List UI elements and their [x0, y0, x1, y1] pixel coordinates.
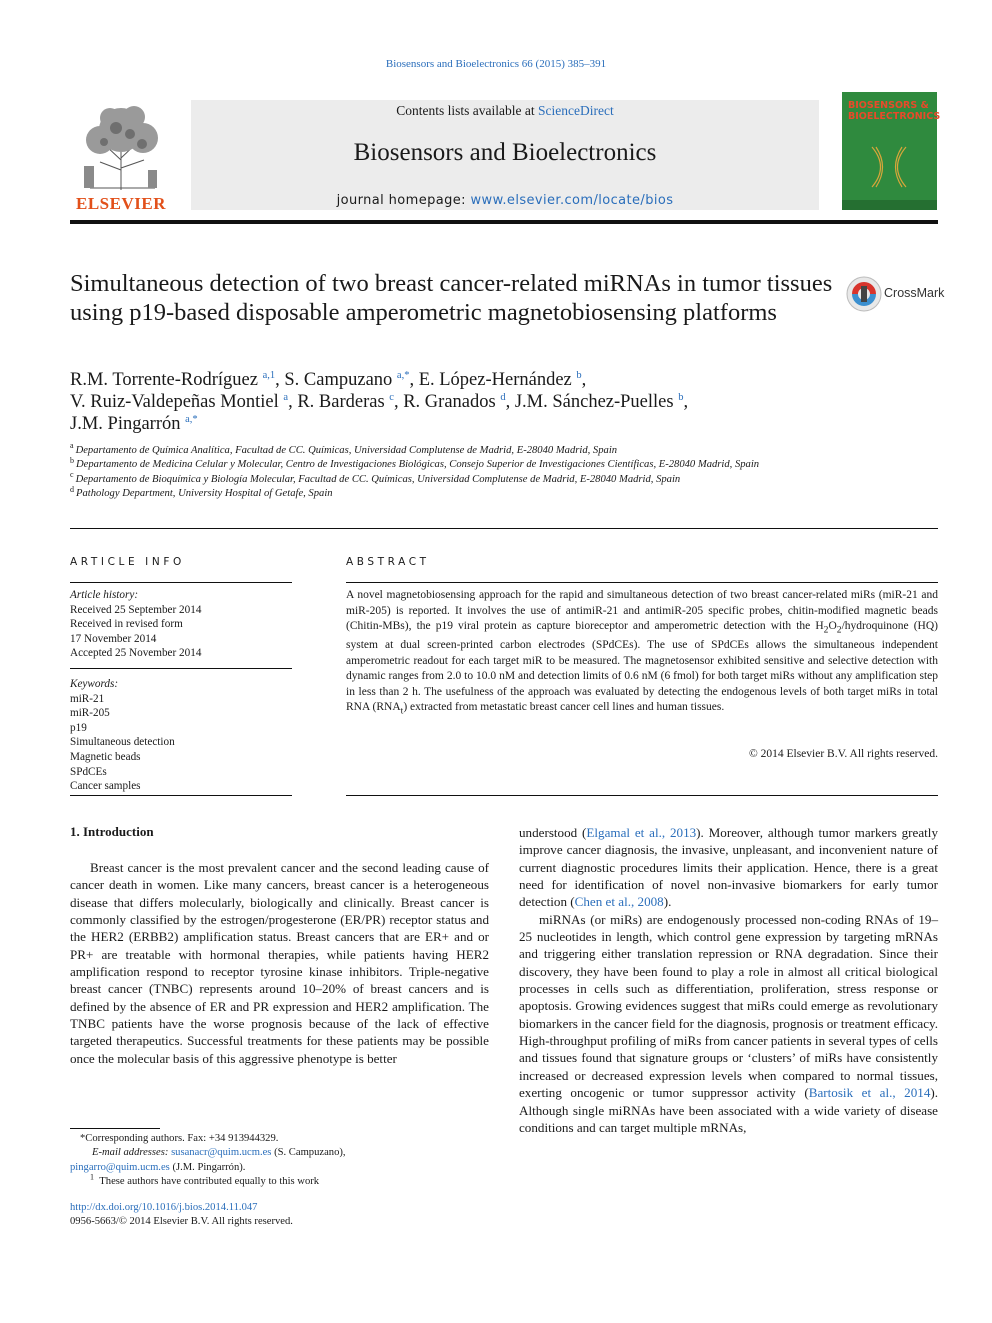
abstract-text: A novel magnetobiosensing approach for the rapid and simultaneous detection of two breast cancer-related miRs (miR-21 and miR-205) is reported. It involves the use of antimiR-21 and antimiR-205 specific probes, chitin-modified magnetic beads (Chitin-MBs), the p19 viral protein as capture bioreceptor and amperometric detection with the $H_2O_2$/hydroquinone (HQ) system at dual screen-printed carbon electrodes (SPdCEs). The use of SPdCEs allows the simultaneous independent amperometric readout for each target miR to be measured. The magnetosensor exhibited sensitive and selective detection with dynamic ranges from 2.0 to 10.0 nM and detection limits of 0.6 nM (6 fmol) for both target miRs without any amplification step in less than 2 h. The usefulness of the approach was evaluated by detecting the endogenous levels of both target miRs in total RNA $(RNA_t)$ extracted from metastatic breast cancer cell lines and human tissues.	[346, 589, 939, 717]
affiliation: $^a$ Departamento de Química Analítica, Facultad de CC. Químicas, Universidad Complutense de Madrid, E-28040 Madrid, Spain	[70, 441, 618, 456]
crossmark-label[interactable]: CrossMark	[884, 286, 945, 300]
email-link[interactable]: susanacr@quim.ucm.es	[171, 1147, 272, 1159]
contents-line	[191, 103, 819, 119]
keyword: Magnetic beads	[70, 750, 141, 763]
abstract-heading: ABSTRACT	[346, 556, 430, 568]
abstract-copyright: © 2014 Elsevier B.V. All rights reserved.	[749, 748, 938, 760]
section-rule	[70, 528, 938, 529]
footnotes: *Corresponding authors. Fax: +34 913944329. E-mail addresses: susanacr@quim.ucm.es (S. Campuzano), pingarro@quim.ucm.es (J.M. Pingarrón). $^1$ These authors have contributed equally to this work	[70, 1133, 346, 1188]
journal-citation[interactable]: Biosensors and Bioelectronics 66 (2015) 385–391	[385, 58, 607, 70]
author[interactable]: V. Ruiz-Valdepeñas Montiel $^a$	[70, 391, 289, 412]
author[interactable]: E. López-Hernández $^b$	[418, 369, 582, 390]
article-info-rule	[70, 795, 292, 796]
keywords: Keywords: miR-21 miR-205 p19 Simultaneous detection Magnetic beads SPdCEs Cancer samples	[70, 677, 292, 794]
article-history: Article history: Received 25 September 2014 Received in revised form 17 November 2014 Accepted 25 November 2014	[70, 589, 202, 660]
affiliation: $^b$ Departamento de Medicina Celular y Molecular, Centro de Investigaciones Biológicas, Consejo Superior de Investigaciones Científicas, E-28040 Madrid, Spain	[70, 455, 760, 471]
article-title: Simultaneous detection of two breast cancer-related miRNAs in tumor tissues using p19-based disposable amperometric magnetobiosensing platforms	[70, 270, 833, 326]
body-column-left	[70, 859, 489, 1067]
keyword: miR-205	[70, 707, 110, 720]
doi-block	[70, 1201, 489, 1230]
keyword: Simultaneous detection	[70, 736, 175, 749]
author[interactable]: R. Granados $^d$	[403, 391, 506, 412]
header-rule	[70, 220, 938, 224]
cover-title: BIOSENSORS & BIOELECTRONICS	[848, 100, 941, 122]
homepage-link[interactable]: www.elsevier.com/locate/bios	[470, 193, 674, 208]
keyword: SPdCEs	[70, 765, 107, 778]
citation-link[interactable]: Bartosik et al., 2014	[808, 1085, 931, 1101]
keyword: Cancer samples	[70, 780, 141, 793]
keyword: miR-21	[70, 692, 105, 705]
issn-line: 0956-5663/© 2014 Elsevier B.V. All rights reserved.	[70, 1216, 293, 1228]
article-info-rule	[70, 582, 292, 583]
author[interactable]: R.M. Torrente-Rodríguez $^{a,1}$	[70, 369, 276, 390]
author-list: R.M. Torrente-Rodríguez $^{a,1}$, S. Campuzano $^{a,*}$, E. López-Hernández $^b$, V. Ruiz-Valdepeñas Montiel $^a$, R. Barderas $^c$, R. Granados $^d$, J.M. Sánchez-Puelles $^b$, J.M. Pingarrón $^{a,*}$	[70, 369, 689, 434]
article-info-heading: ARTICLE INFO	[70, 556, 185, 568]
author[interactable]: R. Barderas $^c$	[297, 391, 394, 412]
abstract-rule	[346, 582, 938, 583]
sciencedirect-link[interactable]: ScienceDirect	[538, 103, 614, 118]
keyword: p19	[70, 721, 87, 734]
article-info-rule	[70, 668, 292, 669]
citation-link[interactable]: Chen et al., 2008	[574, 894, 664, 910]
contents-prefix: Contents lists available at	[396, 103, 538, 118]
author[interactable]: J.M. Sánchez-Puelles $^b$	[514, 391, 684, 412]
abstract-rule	[346, 795, 938, 796]
elsevier-wordmark: ELSEVIER	[76, 194, 166, 213]
email-link[interactable]: pingarro@quim.ucm.es	[70, 1161, 170, 1173]
crossmark-icon[interactable]	[846, 276, 882, 312]
body-column-right	[519, 824, 938, 1136]
paragraph: Breast cancer is the most prevalent cancer and the second leading cause of cancer death in women. Like many cancers, breast cancer is a heterogeneous disease that differs molecularly, biologically and clinically. Breast cancer is commonly classified by the estrogen/progesterone (ER/PR) receptor status and the HER2 (ERBB2) amplification status. Breast cancers that are ER+ and or PR+ are treatable with hormonal therapies, while patients having HER2 amplification respond to receptor tyrosine kinase inhibitors. Triple-negative breast cancer (TNBC) represents around 10–20% of breast cancers and is defined by the absence of ER and PR expression and HER2 amplification. The TNBC patients have the worse prognosis because of the lack of effective targeted therapeutics. Successful treatments for these patients may be possible once the molecular basis of this aggressive phenotype is better	[70, 860, 489, 1066]
author[interactable]: S. Campuzano $^{a,*}$	[284, 369, 410, 390]
homepage-prefix: journal homepage:	[336, 193, 471, 208]
introduction-heading: 1. Introduction	[70, 824, 154, 839]
paragraph: understood (Elgamal et al., 2013). Moreover, although tumor markers greatly improve cancer diagnosis, the invasive, unpleasant, and inconvenient nature of current diagnostic procedures limits their application. Hence, there is a great need for identification of novel non-invasive biomarkers for early tumor detection (Chen et al., 2008).	[519, 825, 938, 910]
affiliation: $^c$ Departamento de Bioquímica y Biología Molecular, Facultad de CC. Químicas, Universidad Complutense de Madrid, E-28040 Madrid, Spain	[70, 470, 681, 485]
affiliations	[70, 441, 830, 502]
homepage-line	[191, 193, 819, 208]
author[interactable]: J.M. Pingarrón $^{a,*}$	[70, 413, 198, 434]
citation-link[interactable]: Elgamal et al., 2013	[586, 825, 697, 840]
affiliation: $^d$ Pathology Department, University Hospital of Getafe, Spain	[70, 484, 333, 500]
doi-link[interactable]: http://dx.doi.org/10.1016/j.bios.2014.11.047	[70, 1202, 258, 1213]
journal-title: Biosensors and Bioelectronics	[353, 139, 657, 166]
footnote-rule	[70, 1128, 160, 1129]
paragraph: miRNAs (or miRs) are endogenously processed non-coding RNAs of 19–25 nucleotides in length, which control gene expression by targeting mRNAs and triggering either translation repression or RNA degradation. Since their discovery, they have been found to play a role in almost all critical biological processes in cells such as differentiation, proliferation, stress response or apoptosis. Growing evidences suggest that miRs could emerge as revolutionary biomarkers in the cancer field for the diagnosis, prognosis or treatment efficacy. High-throughput profiling of miRs from cancer patients in several types of cells and tissues found that signature groups or ‘clusters’ of miRs have consistently increased or decreased expression levels when compared to normal tissues, exerting oncogenic or tumor suppressor activity (Bartosik et al., 2014). Although single miRNAs have been associated with a wide variety of disease conditions and can target multiple mRNAs,	[519, 911, 939, 1135]
